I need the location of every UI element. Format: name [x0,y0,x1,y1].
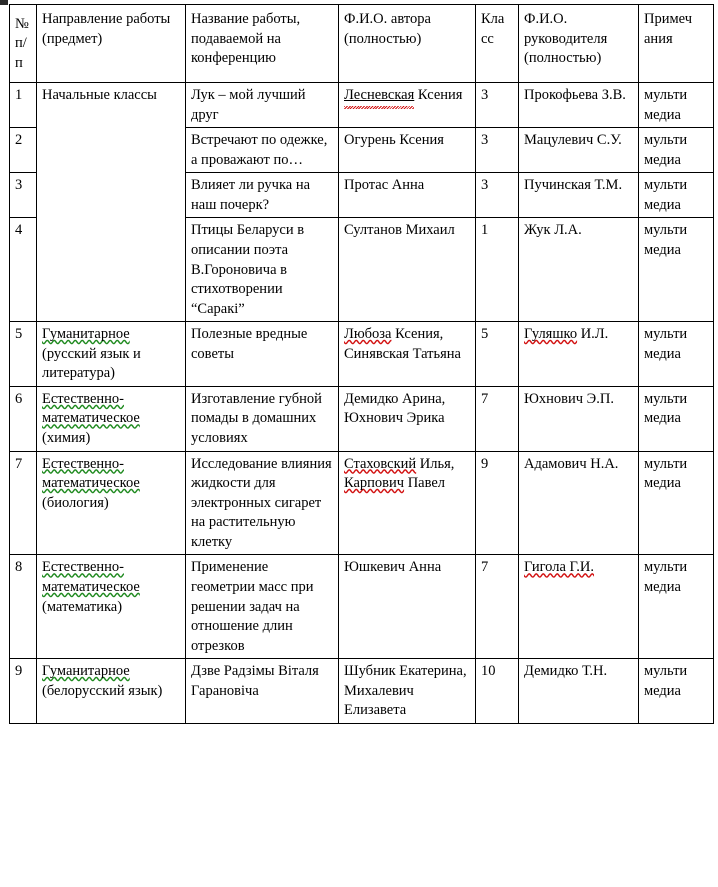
conference-works-table [9,4,714,724]
cell-author: Шубник Екатерина, Михалевич Елизавета [339,659,476,724]
cell-notes: мульти медиа [639,128,714,173]
cell-author: Юшкевич Анна [339,555,476,659]
column-header-notes [639,5,714,83]
cell-author: Лесневская Ксения [339,83,476,128]
column-header-grade [476,5,519,83]
table-row [10,555,714,659]
cell-direction: Гуманитарное (русский язык и литература) [37,322,186,387]
table-row [10,659,714,724]
cell-author: Любоза Ксения, Синявская Татьяна [339,322,476,387]
cell-work-title: Дзве Радзімы Віталя Гарановіча [186,659,339,724]
cell-number: 7 [10,451,37,555]
cell-supervisor: Мацулевич С.У. [519,128,639,173]
cell-supervisor: Пучинская Т.М. [519,173,639,218]
table-row [10,451,714,555]
cell-direction: Естественно-математическое (химия) [37,386,186,451]
cell-grade: 9 [476,451,519,555]
cell-author: Огурень Ксения [339,128,476,173]
column-header-number-line1: № [15,15,29,32]
cell-grade: 3 [476,173,519,218]
column-header-grade-line1: Кла [481,11,505,27]
cell-direction: Начальные классы [37,83,186,322]
cell-number: 4 [10,218,37,322]
cell-notes: мульти медиа [639,218,714,322]
grammar-flagged-word: Естественно-математическое [42,455,140,492]
cell-grade: 1 [476,218,519,322]
table-header-row [10,5,714,83]
cell-notes: мульти медиа [639,83,714,128]
cell-notes: мульти медиа [639,659,714,724]
cell-notes: мульти медиа [639,322,714,387]
cell-supervisor: Гуляшко И.Л. [519,322,639,387]
table-header [10,5,714,83]
cell-work-title: Применение геометрии масс при решении задач на отношение длин отрезков [186,555,339,659]
cell-grade: 3 [476,83,519,128]
cell-supervisor [519,555,639,659]
cell-number: 3 [10,173,37,218]
cell-grade: 7 [476,555,519,659]
misspelled-word: Гуляшко [524,326,578,343]
grammar-flagged-word: Гуманитарное [42,663,130,680]
cell-supervisor: Юхнович Э.П. [519,386,639,451]
cell-work-title: Птицы Беларуси в описании поэта В.Гороновича в стихотворении “Саракі” [186,218,339,322]
cell-grade: 10 [476,659,519,724]
misspelled-word: Любоза [344,326,392,343]
grammar-flagged-word: Естественно-математическое [42,390,140,427]
misspelled-word: Карпович [344,475,405,492]
cell-author: Стаховский Илья, Карпович Павел [339,451,476,555]
cell-number: 5 [10,322,37,387]
cell-work-title: Полезные вредные советы [186,322,339,387]
column-header-author: Ф.И.О. автора (полностью) [339,5,476,83]
cell-number: 8 [10,555,37,659]
column-header-grade-line2: сс [481,30,494,47]
column-header-notes-line2: ания [644,30,673,47]
table-row [10,322,714,387]
cell-direction: Гуманитарное (белорусский язык) [37,659,186,724]
misspelled-word: Лесневская [344,86,414,106]
cell-notes: мульти медиа [639,555,714,659]
column-header-number-line2: п/п [15,35,27,71]
table-row [10,83,714,128]
column-header-work-title: Название работы, подаваемой на конференцию [186,5,339,83]
column-header-number [10,5,37,83]
cell-number: 1 [10,83,37,128]
cell-supervisor: Адамович Н.А. [519,451,639,555]
cell-notes: мульти медиа [639,173,714,218]
cell-notes: мульти медиа [639,386,714,451]
cell-work-title: Изготавление губной помады в домашних условиях [186,386,339,451]
grammar-flagged-word: Гуманитарное [42,326,130,343]
cell-grade: 7 [476,386,519,451]
cell-supervisor: Жук Л.А. [519,218,639,322]
cell-direction: Естественно-математическое (биология) [37,451,186,555]
misspelled-word: Стаховский [344,455,417,472]
cell-number: 9 [10,659,37,724]
cell-number: 6 [10,386,37,451]
misspelled-word: Гигола Г.И. [524,559,595,576]
cell-author: Демидко Арина, Юхнович Эрика [339,386,476,451]
cell-notes: мульти медиа [639,451,714,555]
cell-work-title: Встречают по одежке, а проважают по… [186,128,339,173]
cell-grade: 5 [476,322,519,387]
cell-work-title: Влияет ли ручка на наш почерк? [186,173,339,218]
cell-author: Протас Анна [339,173,476,218]
column-header-supervisor: Ф.И.О. руководителя (полностью) [519,5,639,83]
cell-grade: 3 [476,128,519,173]
cell-supervisor: Прокофьева З.В. [519,83,639,128]
cell-number: 2 [10,128,37,173]
table-body [10,83,714,724]
table-row [10,386,714,451]
cell-work-title: Лук – мой лучший друг [186,83,339,128]
grammar-flagged-word: Естественно-математическое [42,559,140,595]
column-header-direction: Направление работы (предмет) [37,5,186,83]
column-header-notes-line1: Примеч [644,11,693,27]
cell-work-title: Исследование влияния жидкости для электронных сигарет на растительную клетку [186,451,339,555]
cell-author: Султанов Михаил [339,218,476,322]
cell-supervisor: Демидко Т.Н. [519,659,639,724]
scan-corner-artifact [0,0,8,5]
cell-direction: Естественно-математическое (математика) [37,555,186,659]
